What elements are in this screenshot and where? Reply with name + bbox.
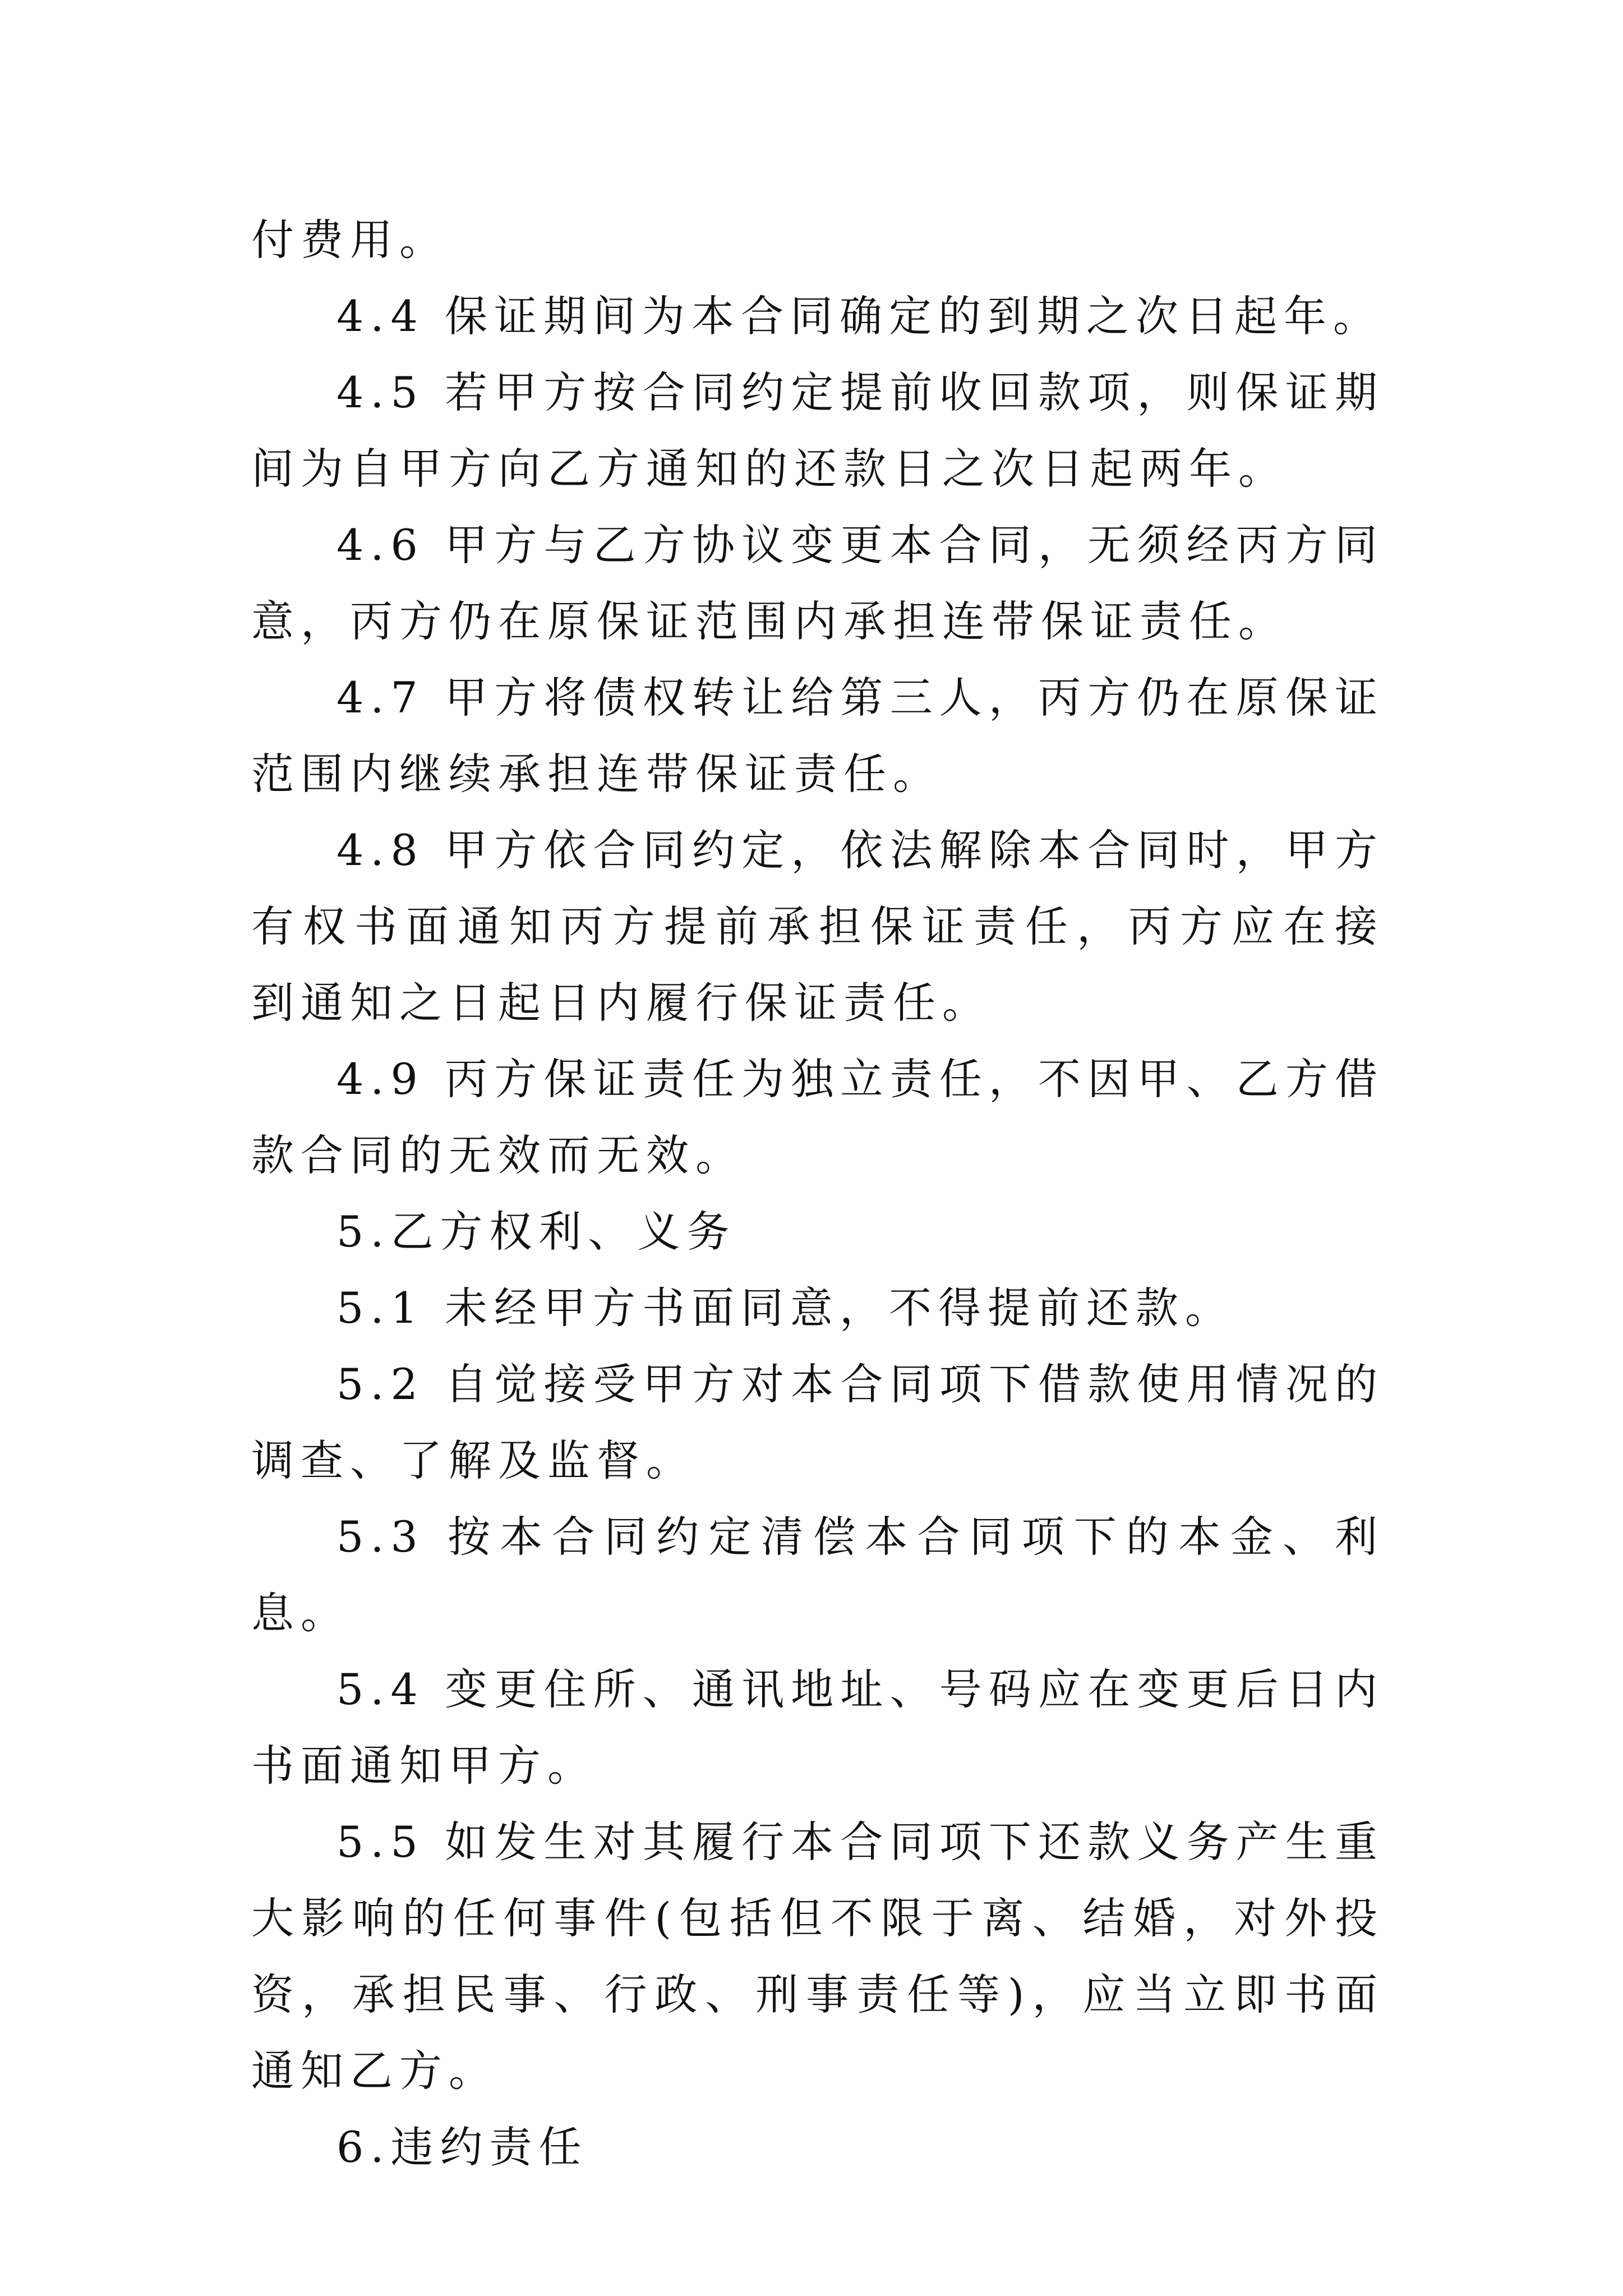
paragraph-continuation: 付费用。: [251, 215, 449, 265]
clause-4-9: 4.9 丙方保证责任为独立责任，不因甲、乙方借款合同的无效而无效。: [251, 1054, 1384, 1180]
clause-4-8: 4.8 甲方依合同约定，依法解除本合同时，甲方有权书面通知丙方提前承担保证责任，丙方应在接到通知之日起日内履行保证责任。: [251, 825, 1384, 1028]
clause-5-2: 5.2 自觉接受甲方对本合同项下借款使用情况的调查、了解及监督。: [251, 1359, 1384, 1485]
clause-4-7: 4.7 甲方将债权转让给第三人，丙方仍在原保证范围内继续承担连带保证责任。: [251, 673, 1384, 799]
clause-4-5: 4.5 若甲方按合同约定提前收回款项，则保证期间为自甲方向乙方通知的还款日之次日起两年。: [251, 367, 1384, 494]
clause-5-4: 5.4 变更住所、通讯地址、号码应在变更后日内书面通知甲方。: [251, 1664, 1384, 1791]
clause-4-4: 4.4 保证期间为本合同确定的到期之次日起年。: [336, 291, 1383, 341]
clause-5-1: 5.1 未经甲方书面同意，不得提前还款。: [336, 1283, 1235, 1333]
document-body: [251, 202, 1384, 2185]
clause-5-3: 5.3 按本合同约定清偿本合同项下的本金、利息。: [251, 1512, 1384, 1638]
section-6-heading: 6.违约责任: [336, 2122, 588, 2172]
section-5-heading: 5.乙方权利、义务: [336, 1207, 736, 1257]
clause-5-5: 5.5 如发生对其履行本合同项下还款义务产生重大影响的任何事件(包括但不限于离、结婚，对外投资，承担民事、行政、刑事责任等)，应当立即书面通知乙方。: [251, 1817, 1384, 2096]
clause-4-6: 4.6 甲方与乙方协议变更本合同，无须经丙方同意，丙方仍在原保证范围内承担连带保证责任。: [251, 520, 1384, 646]
